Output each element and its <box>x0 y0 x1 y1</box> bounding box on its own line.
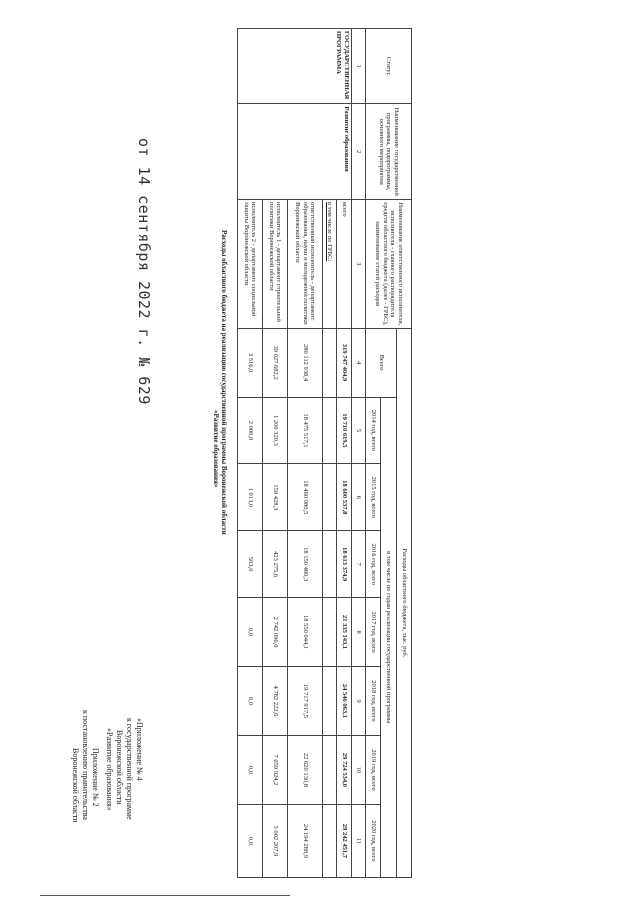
document-title: Расходы областного бюджета на реализацию государственной программы Воронежской области <box>220 230 228 535</box>
row-label: исполнитель 1 - департамент строительной политики Воронежской области <box>262 200 287 329</box>
col-2016-header: 2016 год, всего <box>366 531 381 598</box>
cell-2018: 19 717 917,5 <box>287 667 322 736</box>
row-label: всего <box>337 200 352 329</box>
colnum: 2 <box>351 104 366 200</box>
cell-2018: 24 546 063,1 <box>337 667 352 736</box>
cell-2017: 18 550 044,1 <box>287 598 322 667</box>
cell-2018: 4 782 222,6 <box>262 667 287 736</box>
cell-2017: 2 742 096,0 <box>262 598 287 667</box>
cell-total: 3 516,0 <box>238 328 263 397</box>
expenses-group-header: Расходы областного бюджета, тыс. руб. <box>397 328 412 877</box>
program-cell: Развитие образования <box>238 104 352 200</box>
cell-2016: 503,0 <box>238 531 263 598</box>
row-label: исполнитель 2 - департамент социальной защиты Воронежской области <box>238 200 263 329</box>
col-2014-header: 2014 год, всего <box>366 397 381 464</box>
cell-2014: 1 200 320,3 <box>262 397 287 464</box>
document-title-line2: «Развитие образования» <box>212 410 220 488</box>
cell-2015: 18 460 980,5 <box>287 464 322 531</box>
colnum: 5 <box>351 397 366 464</box>
appendix-no2-line3: Воронежской области <box>71 748 80 823</box>
col-program-header: Наименование государственной программы, подпрограммы, основного мероприятия <box>366 104 412 200</box>
table-row <box>337 29 352 878</box>
colnum: 3 <box>351 200 366 329</box>
cell-2020: 0,0 <box>238 804 263 877</box>
status-cell: ГОСУДАРСТВЕННАЯ ПРОГРАММА <box>238 29 352 104</box>
cell-2015: 1 013,0 <box>238 464 263 531</box>
cell-2015: 18 600 537,8 <box>337 464 352 531</box>
col-2018-header: 2018 год, всего <box>366 667 381 736</box>
cell-total: 280 112 938,4 <box>287 328 322 397</box>
cell-2016: 18 613 374,9 <box>337 531 352 598</box>
appendix-no4: «Приложение № 4 <box>135 718 144 781</box>
appendix-no4-line4: «Развитие образования» <box>105 728 114 811</box>
cell-2020: 5 002 207,9 <box>262 804 287 877</box>
colnum: 7 <box>351 531 366 598</box>
row-label: ответственный исполнитель - департамент образования, науки и молодежной политики Воронежской области <box>287 200 322 329</box>
cell-2019: 0,0 <box>238 735 263 804</box>
cell-2019: 29 724 534,0 <box>337 735 352 804</box>
appendix-no2: Приложение № 2 <box>91 748 100 807</box>
cell-2017: 0,0 <box>238 598 263 667</box>
colnum: 1 <box>351 29 366 104</box>
decree-date-stamp: от 14 сентября 2022 г. № 629 <box>135 138 153 405</box>
cell-total: 319 747 404,9 <box>337 328 352 397</box>
col-2015-header: 2015 год, всего <box>366 464 381 531</box>
budget-table <box>237 28 412 878</box>
cell-total: 39 027 682,2 <box>262 328 287 397</box>
cell-2014: 2 000,0 <box>238 397 263 464</box>
col-executor-header: Наименование ответственного исполнителя, исполнителя - главного распорядителя средств областного бюджета (далее - ГРБС), наименование статей расходов <box>366 200 412 329</box>
cell-2020: 24 194 288,9 <box>287 804 322 877</box>
cell-2014: 19 710 619,5 <box>337 397 352 464</box>
colnum: 8 <box>351 598 366 667</box>
cell-2019: 7 059 924,2 <box>262 735 287 804</box>
row-label: в том числе по ГРБС: <box>322 200 337 329</box>
cell-2015: 159 428,3 <box>262 464 287 531</box>
col-total-header: Всего <box>366 328 397 397</box>
appendix-no4-line2: к государственной программе <box>125 718 134 820</box>
bottom-rule <box>40 895 290 896</box>
colnum: 6 <box>351 464 366 531</box>
cell-2018: 0,0 <box>238 667 263 736</box>
colnum: 9 <box>351 667 366 736</box>
cell-2016: 423 275,6 <box>262 531 287 598</box>
years-subheader: в том числе по годам реализации государственной программы <box>380 397 397 877</box>
appendix-no2-line2: к постановлению правительства <box>81 710 90 820</box>
cell-2020: 29 242 451,7 <box>337 804 352 877</box>
colnum: 11 <box>351 804 366 877</box>
cell-2014: 18 475 517,1 <box>287 397 322 464</box>
cell-2016: 18 150 480,3 <box>287 531 322 598</box>
cell-2017: 21 335 143,1 <box>337 598 352 667</box>
col-2020-header: 2020 год, всего <box>366 804 381 877</box>
col-2019-header: 2019 год, всего <box>366 735 381 804</box>
col-status-header: Статус <box>366 29 412 104</box>
col-2017-header: 2017 год, всего <box>366 598 381 667</box>
appendix-no4-line3: Воронежской области <box>115 730 124 805</box>
colnum: 10 <box>351 735 366 804</box>
column-numbers-row <box>351 29 366 878</box>
cell-2019: 22 620 130,8 <box>287 735 322 804</box>
colnum: 4 <box>351 328 366 397</box>
